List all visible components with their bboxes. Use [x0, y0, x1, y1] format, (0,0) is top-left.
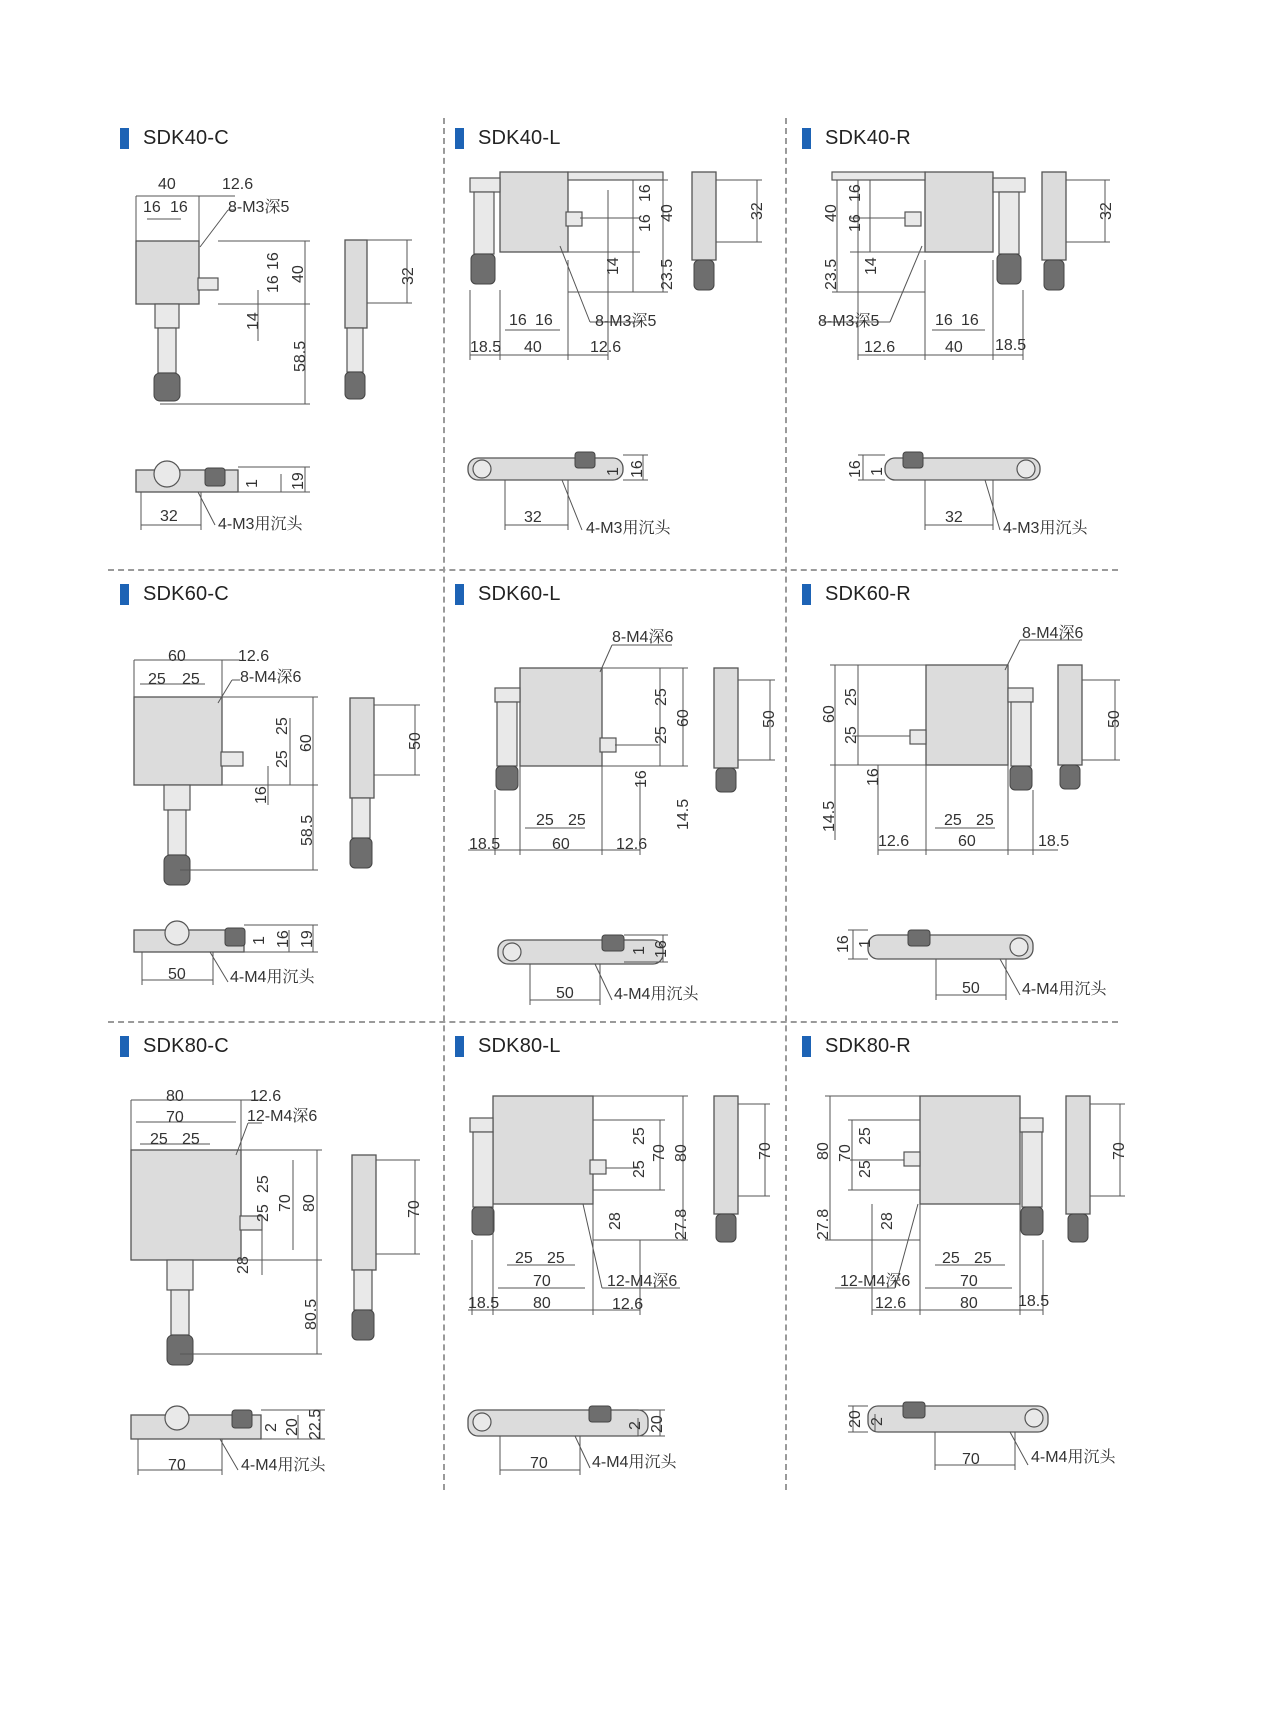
dim-label: 1: [605, 467, 622, 476]
side-view-thimble: [350, 838, 372, 868]
micrometer-barrel: [474, 192, 494, 254]
front-view-knob: [225, 928, 245, 946]
dim-label: 25: [976, 812, 994, 829]
dim-label: 32: [160, 508, 178, 525]
dim-label: 25: [274, 750, 291, 768]
callout-label: 12-M4深6: [840, 1273, 911, 1290]
dim-label: 80.5: [303, 1298, 320, 1330]
dim-label: 23.5: [659, 258, 676, 290]
side-view-barrel: [347, 328, 363, 372]
bracket: [495, 688, 520, 702]
drawing-sdk40-r: [818, 172, 1115, 537]
lock-screw: [904, 1152, 920, 1166]
callout-label: 4-M4用沉头: [1031, 1449, 1116, 1466]
dim-label: 12.6: [250, 1088, 282, 1105]
dim-label: 19: [290, 472, 307, 490]
dim-label: 70: [166, 1109, 184, 1126]
micrometer-neck: [167, 1260, 193, 1290]
dim-label: 19: [299, 930, 316, 948]
side-dim-label: 50: [407, 732, 424, 750]
side-view: [714, 1096, 738, 1214]
bracket: [1020, 1118, 1043, 1132]
dim-label: 12.6: [878, 833, 910, 850]
dim-label: 40: [158, 176, 176, 193]
lock-screw: [221, 752, 243, 766]
bracket: [470, 178, 500, 192]
dim-label: 70: [277, 1194, 294, 1212]
dim-label: 25: [653, 726, 670, 744]
stage-top-view: [926, 665, 1008, 765]
dim-label: 58.5: [292, 340, 309, 372]
front-view-knob: [589, 1406, 611, 1422]
micrometer-thimble: [1021, 1207, 1043, 1235]
dim-label: 27.8: [815, 1208, 832, 1240]
callout-label: 4-M4用沉头: [230, 969, 315, 986]
dim-label: 12.6: [864, 339, 896, 356]
callout-label: 4-M4用沉头: [614, 986, 699, 1003]
panel-title-label: SDK40-C: [143, 127, 229, 149]
side-view: [345, 240, 367, 328]
side-view-barrel: [352, 798, 370, 838]
dim-label: 50: [556, 985, 574, 1002]
micrometer-thimble: [154, 373, 180, 401]
side-view: [714, 668, 738, 768]
dim-label: 80: [960, 1295, 978, 1312]
callout-label: 12-M4深6: [247, 1108, 318, 1125]
stage-top-view: [520, 668, 602, 766]
callout-label: 4-M3用沉头: [1003, 520, 1088, 537]
dim-label: 80: [815, 1142, 832, 1160]
dim-label: 80: [673, 1144, 690, 1162]
front-view-knob: [602, 935, 624, 951]
dim-label: 14: [863, 257, 880, 275]
dim-label: 70: [533, 1273, 551, 1290]
callout-label: 8-M4深6: [612, 629, 674, 646]
side-view: [1042, 172, 1066, 260]
side-view-thimble: [694, 260, 714, 290]
stage-top-view: [925, 172, 993, 252]
top-rail: [832, 172, 925, 180]
dim-label: 12.6: [875, 1295, 907, 1312]
front-view-boss: [1025, 1409, 1043, 1427]
side-view: [350, 698, 374, 798]
side-dim-label: 70: [406, 1200, 423, 1218]
dim-label: 50: [168, 966, 186, 983]
front-view-knob: [232, 1410, 252, 1428]
dim-label: 12.6: [616, 836, 648, 853]
callout-label: 8-M3深5: [228, 199, 290, 216]
front-view-boss: [473, 460, 491, 478]
drawing-sdk60-r: [821, 624, 1123, 1000]
dim-label: 25: [274, 717, 291, 735]
dim-label: 25: [631, 1160, 648, 1178]
dim-label: 25: [944, 812, 962, 829]
dim-label: 16: [637, 214, 654, 232]
micrometer-thimble: [472, 1207, 494, 1235]
bracket: [1008, 688, 1033, 702]
micrometer-barrel: [1011, 702, 1031, 766]
dim-label: 16: [637, 184, 654, 202]
dim-label: 60: [958, 833, 976, 850]
callout-label: 8-M4深6: [1022, 625, 1084, 642]
dim-label: 58.5: [299, 814, 316, 846]
dim-label: 40: [659, 204, 676, 222]
drawing-sdk80-c: [131, 1088, 423, 1475]
front-view-knob: [575, 452, 595, 468]
dim-label: 16: [633, 770, 650, 788]
micrometer-barrel: [999, 192, 1019, 254]
dim-label: 28: [235, 1256, 252, 1274]
panel-title-label: SDK40-R: [825, 127, 911, 149]
bracket: [993, 178, 1025, 192]
dim-label: 25: [515, 1250, 533, 1267]
dim-label: 18.5: [470, 339, 502, 356]
panel-title-label: SDK60-C: [143, 583, 229, 605]
dim-label: 50: [962, 980, 980, 997]
dim-label: 2: [869, 1417, 886, 1426]
micrometer-thimble: [997, 254, 1021, 284]
dim-label: 25: [182, 1131, 200, 1148]
dim-label: 16: [143, 199, 161, 216]
dim-label: 16: [847, 460, 864, 478]
dim-label: 25: [974, 1250, 992, 1267]
dim-label: 40: [524, 339, 542, 356]
side-dim-label: 50: [1106, 710, 1123, 728]
side-view-thimble: [716, 768, 736, 792]
dim-label: 70: [960, 1273, 978, 1290]
callout-label: 4-M3用沉头: [218, 516, 303, 533]
stage-top-view: [493, 1096, 593, 1204]
dim-label: 25: [843, 688, 860, 706]
stage-top-view: [131, 1150, 241, 1260]
dim-label: 28: [607, 1212, 624, 1230]
micrometer-barrel: [158, 328, 176, 373]
dim-label: 16: [865, 768, 882, 786]
front-view-knob: [903, 452, 923, 468]
dim-label: 60: [821, 705, 838, 723]
dim-label: 2: [627, 1421, 644, 1430]
dim-label: 70: [962, 1451, 980, 1468]
dim-label: 16: [935, 312, 953, 329]
dim-label: 80: [166, 1088, 184, 1105]
front-view-knob: [205, 468, 225, 486]
dim-label: 25: [942, 1250, 960, 1267]
micrometer-thimble: [1010, 766, 1032, 790]
dim-label: 25: [653, 688, 670, 706]
drawing-sdk40-c: [136, 176, 417, 533]
dim-label: 14.5: [821, 800, 838, 832]
panel-title-label: SDK60-R: [825, 583, 911, 605]
dim-label: 40: [945, 339, 963, 356]
side-view-thimble: [1060, 765, 1080, 789]
dim-label: 20: [284, 1418, 301, 1436]
side-view-thimble: [716, 1214, 736, 1242]
dim-label: 25: [536, 812, 554, 829]
dim-label: 14.5: [675, 798, 692, 830]
stage-top-view: [920, 1096, 1020, 1204]
side-view: [1058, 665, 1082, 765]
micrometer-barrel: [171, 1290, 189, 1335]
side-dim-label: 50: [761, 710, 778, 728]
dim-label: 60: [298, 734, 315, 752]
drawing-sdk80-l: [468, 1096, 774, 1475]
drawing-sdk60-l: [468, 628, 778, 1005]
panel-title-label: SDK60-L: [478, 583, 561, 605]
callout-label: 4-M4用沉头: [592, 1454, 677, 1471]
dim-label: 16: [509, 312, 527, 329]
front-view-boss: [1017, 460, 1035, 478]
dim-label: 70: [168, 1457, 186, 1474]
dim-label: 12.6: [612, 1296, 644, 1313]
drawing-sdk60-c: [134, 648, 424, 986]
dim-label: 25: [148, 671, 166, 688]
side-dim-label: 32: [749, 202, 766, 220]
callout-label: 4-M4用沉头: [1022, 981, 1107, 998]
panel-title-label: SDK80-R: [825, 1035, 911, 1057]
micrometer-barrel: [497, 702, 517, 766]
front-view-boss: [165, 1406, 189, 1430]
dim-label: 25: [547, 1250, 565, 1267]
dim-label: 60: [675, 709, 692, 727]
micrometer-thimble: [471, 254, 495, 284]
micrometer-neck: [155, 304, 179, 328]
dim-label: 20: [649, 1415, 666, 1433]
dim-label: 18.5: [469, 836, 501, 853]
dim-label: 16: [265, 275, 282, 293]
callout-label: 4-M4用沉头: [241, 1457, 326, 1474]
dim-label: 1: [251, 936, 268, 945]
callout-label: 12-M4深6: [607, 1273, 678, 1290]
dim-label: 80: [533, 1295, 551, 1312]
micrometer-thimble: [167, 1335, 193, 1365]
dim-label: 16: [961, 312, 979, 329]
dim-label: 1: [244, 479, 261, 488]
stage-top-view: [136, 241, 199, 304]
side-view-thimble: [1044, 260, 1064, 290]
callout-label: 4-M3用沉头: [586, 520, 671, 537]
front-view-knob: [903, 1402, 925, 1418]
micrometer-neck: [164, 785, 190, 810]
dim-label: 25: [857, 1127, 874, 1145]
dim-label: 16: [629, 460, 646, 478]
dim-label: 14: [605, 257, 622, 275]
dim-label: 70: [530, 1455, 548, 1472]
dim-label: 18.5: [468, 1295, 500, 1312]
dim-label: 16: [847, 214, 864, 232]
front-view: [468, 1410, 648, 1436]
dim-label: 16: [535, 312, 553, 329]
dim-label: 2: [263, 1423, 280, 1432]
side-dim-label: 32: [1098, 202, 1115, 220]
front-view-knob: [908, 930, 930, 946]
stage-top-view: [134, 697, 222, 785]
side-view-barrel: [354, 1270, 372, 1310]
dim-label: 20: [847, 1410, 864, 1428]
dim-label: 1: [869, 467, 886, 476]
dim-label: 23.5: [823, 258, 840, 290]
panel-title-label: SDK40-L: [478, 127, 561, 149]
callout-label: 8-M3深5: [595, 313, 657, 330]
dim-label: 16: [275, 930, 292, 948]
dim-label: 18.5: [1038, 833, 1070, 850]
panel-title-label: SDK80-L: [478, 1035, 561, 1057]
dim-label: 16: [835, 935, 852, 953]
dim-label: 60: [552, 836, 570, 853]
dim-label: 1: [631, 946, 648, 955]
dim-label: 25: [631, 1127, 648, 1145]
lock-screw: [600, 738, 616, 752]
front-view-boss: [1010, 938, 1028, 956]
side-view: [692, 172, 716, 260]
dim-label: 70: [651, 1144, 668, 1162]
panel-title-label: SDK80-C: [143, 1035, 229, 1057]
dim-label: 16: [653, 940, 670, 958]
side-view: [352, 1155, 376, 1270]
front-view-boss: [473, 1413, 491, 1431]
dim-label: 18.5: [995, 337, 1027, 354]
dim-label: 25: [150, 1131, 168, 1148]
front-view: [868, 1406, 1048, 1432]
side-view: [1066, 1096, 1090, 1214]
top-rail: [568, 172, 663, 180]
dim-label: 14: [245, 312, 262, 330]
side-dim-label: 70: [757, 1142, 774, 1160]
micrometer-barrel: [1022, 1132, 1042, 1207]
dim-label: 25: [182, 671, 200, 688]
dim-label: 12.6: [590, 339, 622, 356]
side-view-thimble: [345, 372, 365, 399]
dim-label: 32: [945, 509, 963, 526]
stage-top-view: [500, 172, 568, 252]
lock-screw: [198, 278, 218, 290]
side-dim-label: 70: [1111, 1142, 1128, 1160]
dim-label: 80: [301, 1194, 318, 1212]
front-view-boss: [165, 921, 189, 945]
front-view: [868, 935, 1033, 959]
dim-label: 1: [857, 939, 874, 948]
side-dim-label: 32: [400, 267, 417, 285]
drawing-sdk80-r: [815, 1096, 1128, 1470]
dim-label: 25: [568, 812, 586, 829]
bracket: [470, 1118, 493, 1132]
dim-label: 18.5: [1018, 1293, 1050, 1310]
callout-label: 8-M3深5: [818, 313, 880, 330]
dim-label: 28: [879, 1212, 896, 1230]
dim-label: 16: [847, 184, 864, 202]
dim-label: 40: [823, 204, 840, 222]
side-view-thimble: [352, 1310, 374, 1340]
dim-label: 22.5: [307, 1408, 324, 1440]
lock-screw: [905, 212, 921, 226]
dim-label: 16: [253, 786, 270, 804]
dim-label: 70: [837, 1144, 854, 1162]
callout-label: 8-M4深6: [240, 669, 302, 686]
dim-label: 12.6: [222, 176, 254, 193]
dim-label: 25: [857, 1160, 874, 1178]
front-view-boss: [503, 943, 521, 961]
front-view-boss: [154, 461, 180, 487]
micrometer-barrel: [473, 1132, 493, 1207]
lock-screw: [590, 1160, 606, 1174]
dim-label: 40: [290, 265, 307, 283]
micrometer-barrel: [168, 810, 186, 855]
micrometer-thimble: [496, 766, 518, 790]
dim-label: 25: [843, 726, 860, 744]
dim-label: 16: [265, 252, 282, 270]
lock-screw: [566, 212, 582, 226]
dim-label: 60: [168, 648, 186, 665]
side-view-thimble: [1068, 1214, 1088, 1242]
dim-label: 25: [255, 1204, 272, 1222]
dim-label: 25: [255, 1175, 272, 1193]
lock-screw: [910, 730, 926, 744]
dim-label: 32: [524, 509, 542, 526]
dim-label: 16: [170, 199, 188, 216]
drawing-sdk40-l: [468, 172, 766, 537]
dim-label: 27.8: [673, 1208, 690, 1240]
dim-label: 12.6: [238, 648, 270, 665]
